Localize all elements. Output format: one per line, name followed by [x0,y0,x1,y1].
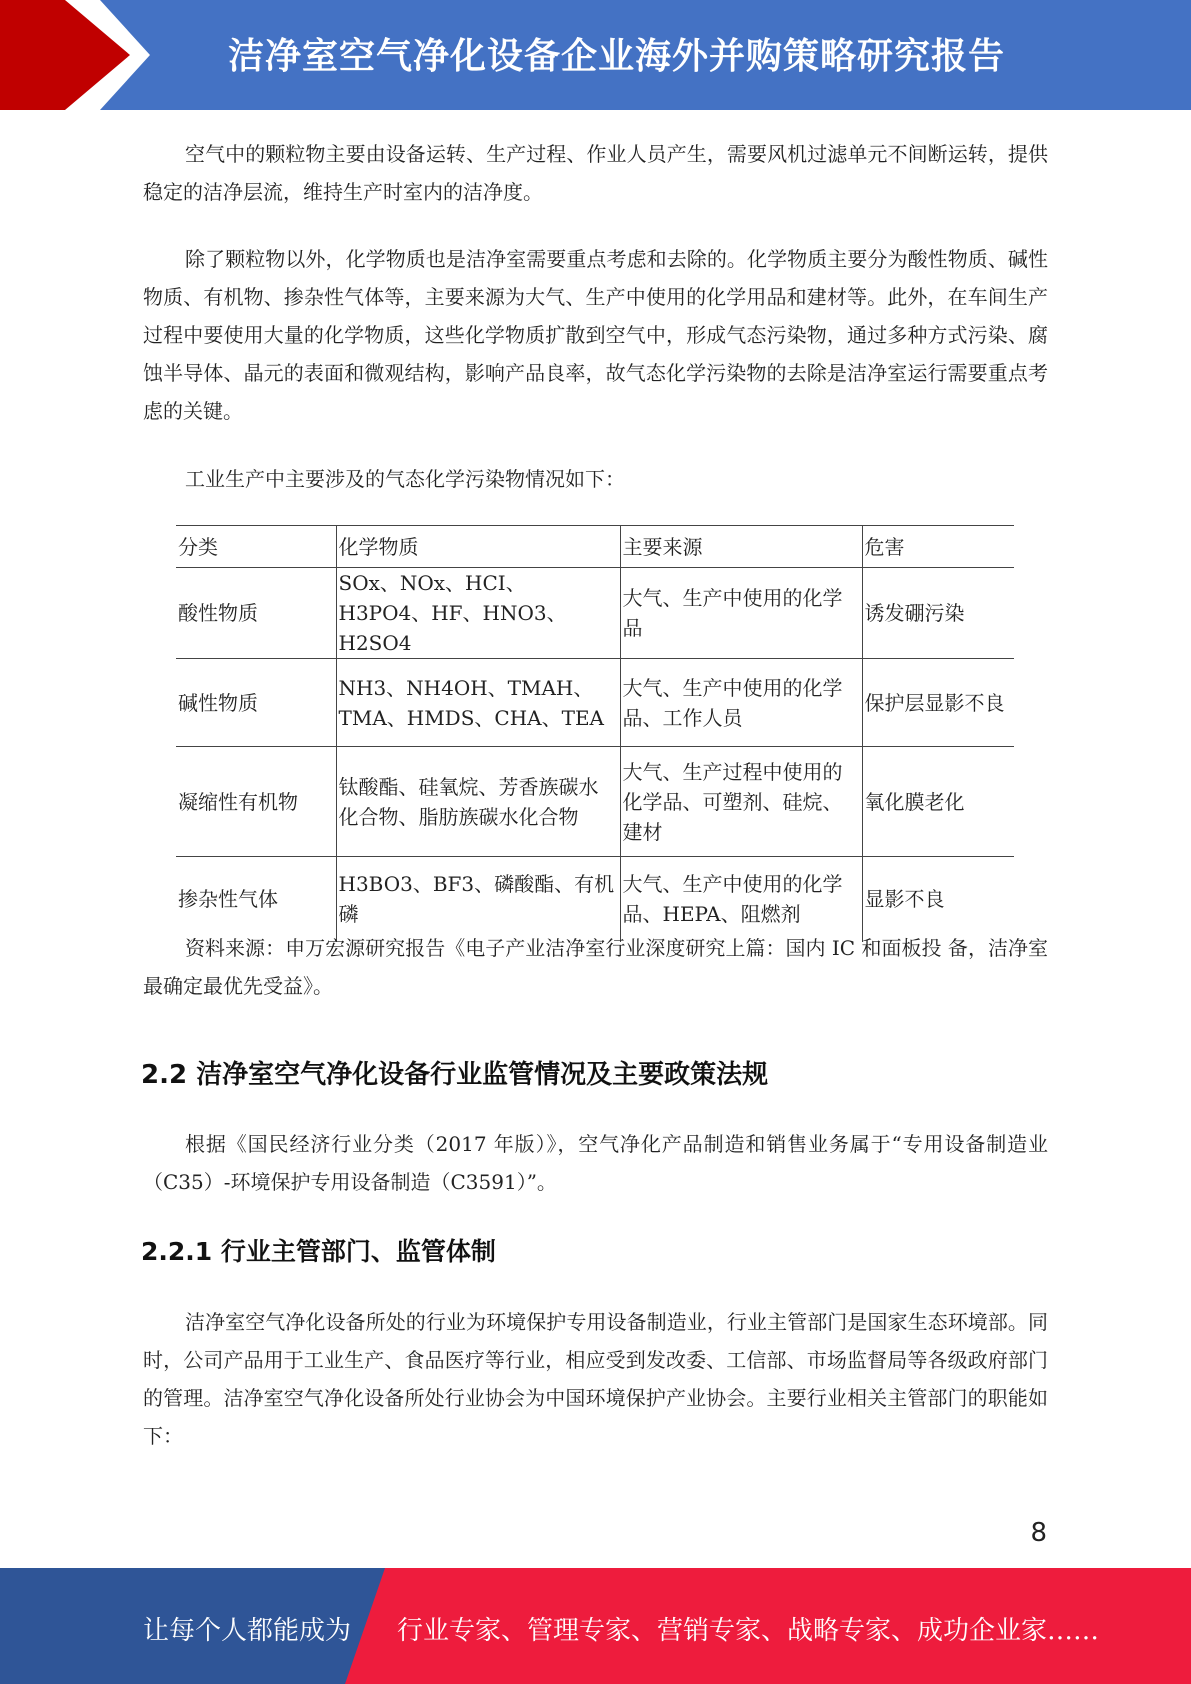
table-header-cell: 分类 [176,526,336,568]
table-cell: 大气、生产中使用的化学品、HEPA、阻燃剂 [620,857,862,942]
section-heading-2-2-1: 2.2.1 行业主管部门、监管体制 [141,1237,496,1266]
table-cell: 酸性物质 [176,568,336,659]
table-cell: 诱发硼污染 [862,568,1014,659]
table-header-cell: 危害 [862,526,1014,568]
table-cell: 凝缩性有机物 [176,747,336,857]
paragraph-particles: 空气中的颗粒物主要由设备运转、生产过程、作业人员产生，需要风机过滤单元不间断运转，提供稳定的洁净层流，维持生产时室内的洁净度。 [143,142,1048,204]
table-row [176,659,1014,747]
table-header-cell: 主要来源 [620,526,862,568]
page-header [0,0,1191,110]
table-cell: 掺杂性气体 [176,857,336,942]
paragraph-regulators: 洁净室空气净化设备所处的行业为环境保护专用设备制造业，行业主管部门是国家生态环境部。同时，公司产品用于工业生产、食品医疗等行业，相应受到发改委、工信部、市场监督局等各级政府部门的管理。洁净室空气净化设备所处行业协会为中国环境保护产业协会。主要行业相关主管部门的职能如下： [143,1310,1048,1448]
table-row [176,568,1014,659]
table-cell: H3BO3、BF3、磷酸酯、有机磷 [336,857,620,942]
section-heading-2-2: 2.2 洁净室空气净化设备行业监管情况及主要政策法规 [141,1060,769,1090]
footer-slogan-right: 行业专家、管理专家、营销专家、战略专家、成功企业家…… [397,1616,1100,1646]
table-header-cell: 化学物质 [336,526,620,568]
table-cell: SOx、NOx、HCI、H3PO4、HF、HNO3、H2SO4 [336,568,620,659]
table-cell: 碱性物质 [176,659,336,747]
page-number: 8 [1030,1518,1047,1548]
paragraph-chemicals: 除了颗粒物以外，化学物质也是洁净室需要重点考虑和去除的。化学物质主要分为酸性物质、碱性物质、有机物、掺杂性气体等，主要来源为大气、生产中使用的化学用品和建材等。此外，在车间生产过程中要使用大量的化学物质，这些化学物质扩散到空气中，形成气态污染物，通过多种方式污染、腐蚀半导体、晶元的表面和微观结构，影响产品良率，故气态化学污染物的去除是洁净室运行需要重点考虑的关键。 [143,247,1048,423]
table-cell: 大气、生产过程中使用的化学品、可塑剂、硅烷、建材 [620,747,862,857]
table-row [176,747,1014,857]
table-cell: 保护层显影不良 [862,659,1014,747]
table-header-row [176,526,1014,568]
table-cell: 大气、生产中使用的化学品、工作人员 [620,659,862,747]
table-cell: 大气、生产中使用的化学品 [620,568,862,659]
footer-slogan-left: 让每个人都能成为 [143,1616,352,1646]
paragraph-table-intro: 工业生产中主要涉及的气态化学污染物情况如下： [185,467,625,491]
page-footer [0,1568,1191,1684]
table-cell: 显影不良 [864,887,945,912]
table-cell: 钛酸酯、硅氧烷、芳香族碳水化合物、脂肪族碳水化合物 [336,747,620,857]
paragraph-classification: 根据《国民经济行业分类（2017 年版）》，空气净化产品制造和销售业务属于“专用设备制造业（C35）-环境保护专用设备制造（C3591）”。 [143,1132,1048,1194]
report-title: 洁净室空气净化设备企业海外并购策略研究报告 [228,36,1006,77]
source-note: 资料来源：申万宏源研究报告《电子产业洁净室行业深度研究上篇：国内 IC 和面板投 备，洁净室最确定最优先受益》。 [143,936,1048,998]
table-cell: 氧化膜老化 [862,747,1014,857]
pollutant-table [176,525,1014,942]
table-cell: NH3、NH4OH、TMAH、TMA、HMDS、CHA、TEA [336,659,620,747]
